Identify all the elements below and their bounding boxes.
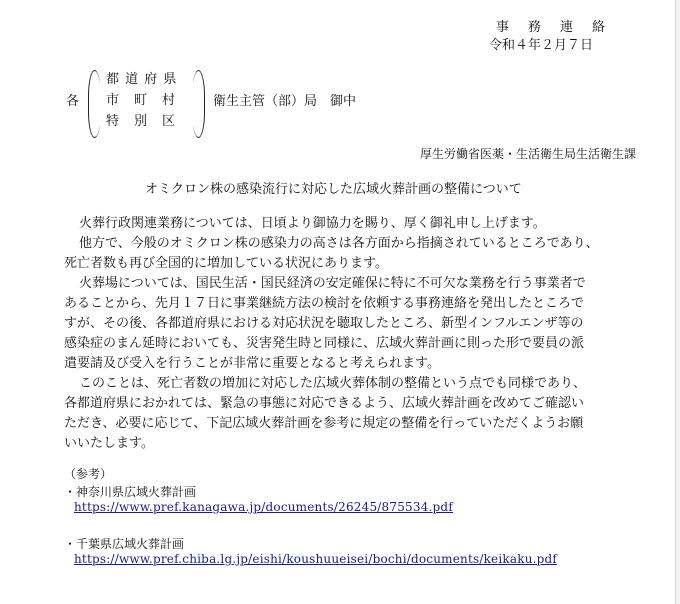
address-line-special-wards: 特 別 区: [106, 114, 177, 129]
body-line: いいたします。: [64, 436, 154, 451]
doc-date: 令和４年２月７日: [489, 38, 594, 53]
body-line: 遣要請及び受入を行うことが非常に重要となると考えられます。: [64, 356, 440, 371]
body-line: 感染症のまん延時においても、災害発生時と同様に、広域火葬計画に則った形で要員の派: [64, 336, 585, 351]
body-line: ただき、必要に応じて、下記広域火葬計画を参考に規定の整備を行っていただくようお願: [64, 416, 584, 431]
sender-name: 厚生労働省医薬・生活衛生局生活衛生課: [420, 147, 637, 161]
address-line-prefectures: 都 道 府 県: [106, 72, 178, 87]
body-line: 火葬行政関連業務については、日頃より御協力を賜り、厚く御礼申し上げます。: [79, 216, 546, 231]
document-title: オミクロン株の感染流行に対応した広域火葬計画の整備について: [145, 182, 522, 197]
body-line: このことは、死亡者数の増加に対応した広域火葬体制の整備という点でも同様であり、: [79, 376, 587, 391]
reference-name-kanagawa: ・神奈川県広域火葬計画: [64, 485, 197, 499]
left-brace: [88, 70, 101, 138]
body-line: 各都道府県におかれては、緊急の事態に対応できるよう、広域火葬計画を改めてご確認い: [64, 396, 585, 411]
body-line: 死亡者数も再び全国的に増加している状況にあります。: [64, 256, 388, 271]
body-line: すが、その後、各都道府県における対応状況を聴取したところ、新型インフルエンザ等の: [64, 316, 584, 331]
reference-link-chiba[interactable]: https://www.pref.chiba.lg.jp/eishi/koushuueisei/bochi/documents/keikaku.pdf: [74, 552, 558, 566]
body-line: 他方で、今般のオミクロン株の感染力の高さは各方面から指摘されているところであり、: [79, 236, 599, 251]
right-brace: [192, 70, 205, 138]
references-heading: （参考）: [64, 467, 113, 481]
page-edge-divider: [675, 0, 676, 604]
body-line: あることから、先月１７日に事業継続方法の検討を依頼する事務連絡を発出したところで: [64, 296, 584, 311]
reference-name-chiba: ・千葉県広域火葬計画: [64, 537, 185, 551]
doc-type-label: 事 務 連 絡: [496, 20, 609, 35]
address-each-label: 各: [66, 94, 80, 109]
address-recipient: 衛生主管（部）局 御中: [213, 94, 357, 109]
address-line-municipalities: 市 町 村: [106, 93, 177, 108]
reference-link-kanagawa[interactable]: https://www.pref.kanagawa.jp/documents/26245/875534.pdf: [74, 500, 453, 514]
body-line: 火葬場については、国民生活・国民経済の安定確保に特に不可欠な業務を行う事業者で: [79, 276, 586, 291]
